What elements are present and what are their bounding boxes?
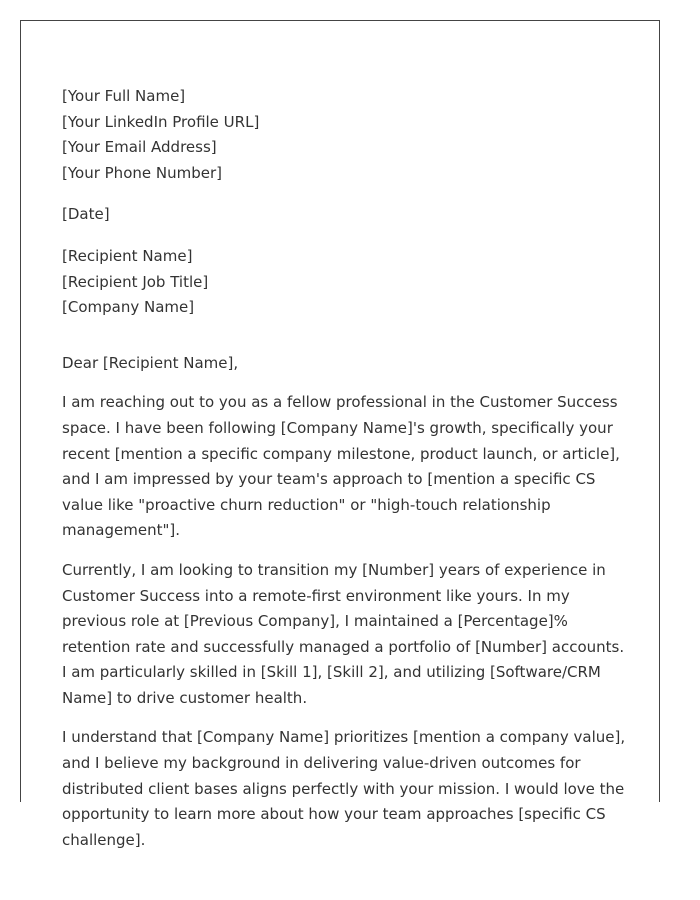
paragraph-intro: I am reaching out to you as a fellow professional in the Customer Success space. I have been following [Company Name]'s growth, specifically your recent [mention a specific company milestone, product launch, or article], and I am impressed by your team's approach to [mention a specific CS value like "proactive churn reduction" or "high-touch relationship management"]. <box>62 393 620 540</box>
paragraph-alignment: I understand that [Company Name] prioritizes [mention a company value], and I believe my background in delivering value-driven outcomes for distributed client bases aligns perfectly with your mission. I would love the opportunity to learn more about how your team approaches [specific CS challenge]. <box>62 728 626 849</box>
sender-block <box>62 84 627 186</box>
date-block <box>62 202 627 228</box>
salutation: Dear [Recipient Name], <box>62 353 239 372</box>
sender-name: [Your Full Name] <box>62 87 186 105</box>
sender-linkedin: [Your LinkedIn Profile URL] <box>62 112 260 131</box>
paragraph-experience: Currently, I am looking to transition my [Number] years of experience in Customer Success into a remote-first environment like yours. In my previous role at [Previous Company], I maintained a [Percentage]% retention rate and successfully managed a portfolio of [Number] accounts. I am particularly skilled in [Skill 1], [Skill 2], and utilizing [Software/CRM Name] to drive customer health. <box>62 560 625 707</box>
letter-body <box>62 84 627 867</box>
recipient-name: [Recipient Name] <box>62 246 193 265</box>
letter-date: [Date] <box>62 205 110 224</box>
recipient-job-title: [Recipient Job Title] <box>62 272 209 291</box>
recipient-company: [Company Name] <box>62 298 195 317</box>
sender-email: [Your Email Address] <box>62 138 217 157</box>
letter-page <box>20 20 660 849</box>
sender-phone: [Your Phone Number] <box>62 163 222 182</box>
recipient-block <box>62 244 627 321</box>
